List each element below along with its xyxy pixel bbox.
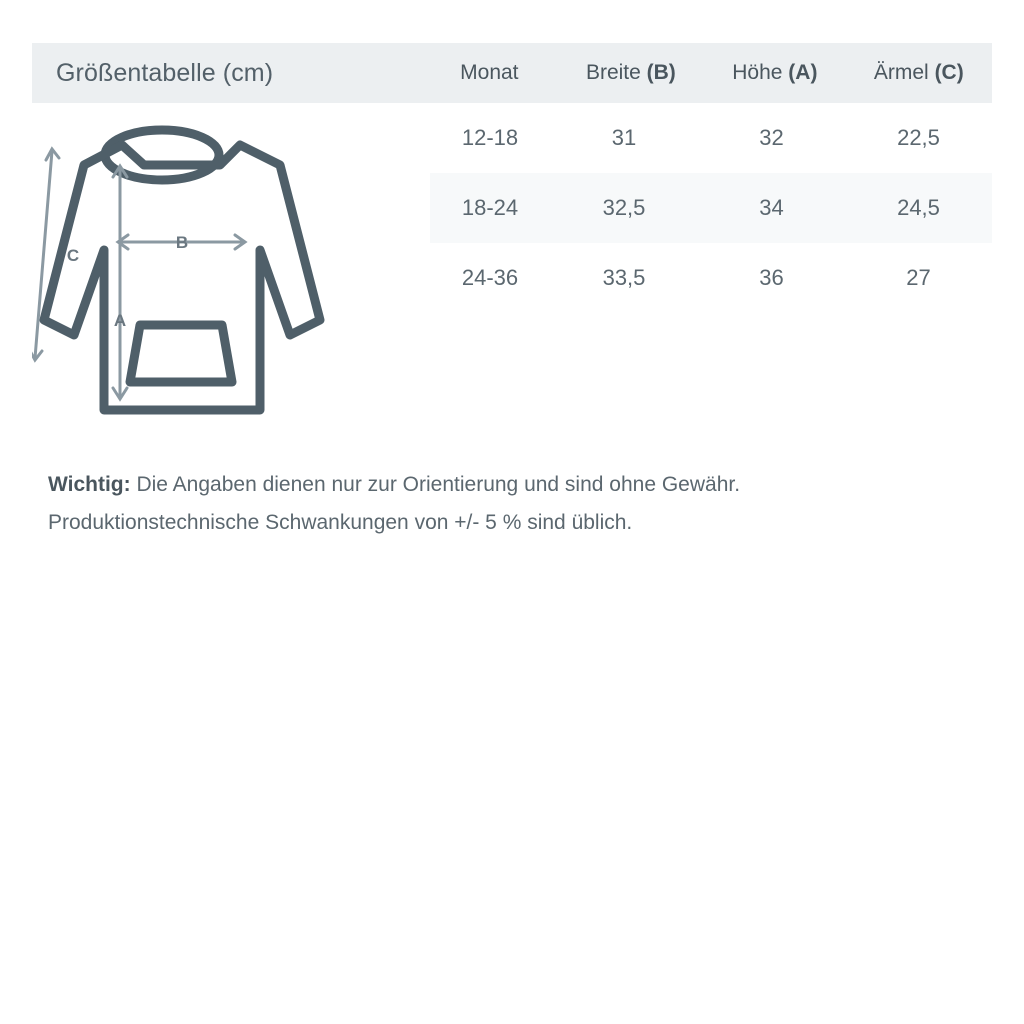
column-header-monat (421, 61, 558, 85)
cell-aermel: 24,5 (897, 195, 940, 220)
cell-hoehe: 34 (759, 195, 784, 220)
cell-breite: 32,5 (602, 195, 646, 220)
column-header-hoehe-key: (A) (788, 61, 818, 84)
table-row (430, 243, 992, 313)
column-header-aermel-key: (C) (934, 61, 964, 84)
column-header-breite-label: Breite (585, 61, 647, 84)
column-header-aermel-label: Ärmel (873, 61, 935, 84)
cell-monat: 18-24 (461, 195, 519, 220)
column-header-monat-label: Monat (460, 61, 519, 84)
column-header-hoehe-label: Höhe (732, 61, 789, 84)
page-title: Größentabelle (cm) (56, 58, 274, 87)
body-outline (44, 145, 320, 410)
label-a: A (113, 311, 127, 330)
disclaimer-lead: Wichtig: (48, 473, 131, 496)
hoodie-icon (32, 120, 422, 450)
table-header (32, 43, 992, 103)
disclaimer-line-2: Produktionstechnische Schwankungen von +/- 5 % sind üblich. (48, 511, 633, 534)
table-row (430, 103, 992, 173)
disclaimer-line-1: Die Angaben dienen nur zur Orientierung und sind ohne Gewähr. (130, 473, 741, 496)
column-header-hoehe (704, 61, 846, 85)
label-b: B (175, 233, 189, 252)
column-header-breite (558, 61, 704, 85)
cell-hoehe: 36 (759, 265, 784, 290)
cell-breite: 31 (611, 125, 637, 150)
column-header-breite-key: (B) (646, 61, 676, 84)
hood-outline (105, 130, 219, 180)
hoodie-diagram (32, 120, 422, 450)
column-header-aermel (846, 61, 992, 85)
cell-monat: 12-18 (461, 125, 519, 150)
cell-breite: 33,5 (602, 265, 646, 290)
cell-monat: 24-36 (461, 265, 519, 290)
cell-aermel: 22,5 (897, 125, 940, 150)
cell-hoehe: 32 (759, 125, 784, 150)
disclaimer-note (48, 466, 988, 542)
size-table-body (430, 103, 992, 313)
label-c: C (66, 246, 80, 265)
cell-aermel: 27 (906, 265, 931, 290)
pocket-outline (130, 325, 232, 382)
table-row (430, 173, 992, 243)
